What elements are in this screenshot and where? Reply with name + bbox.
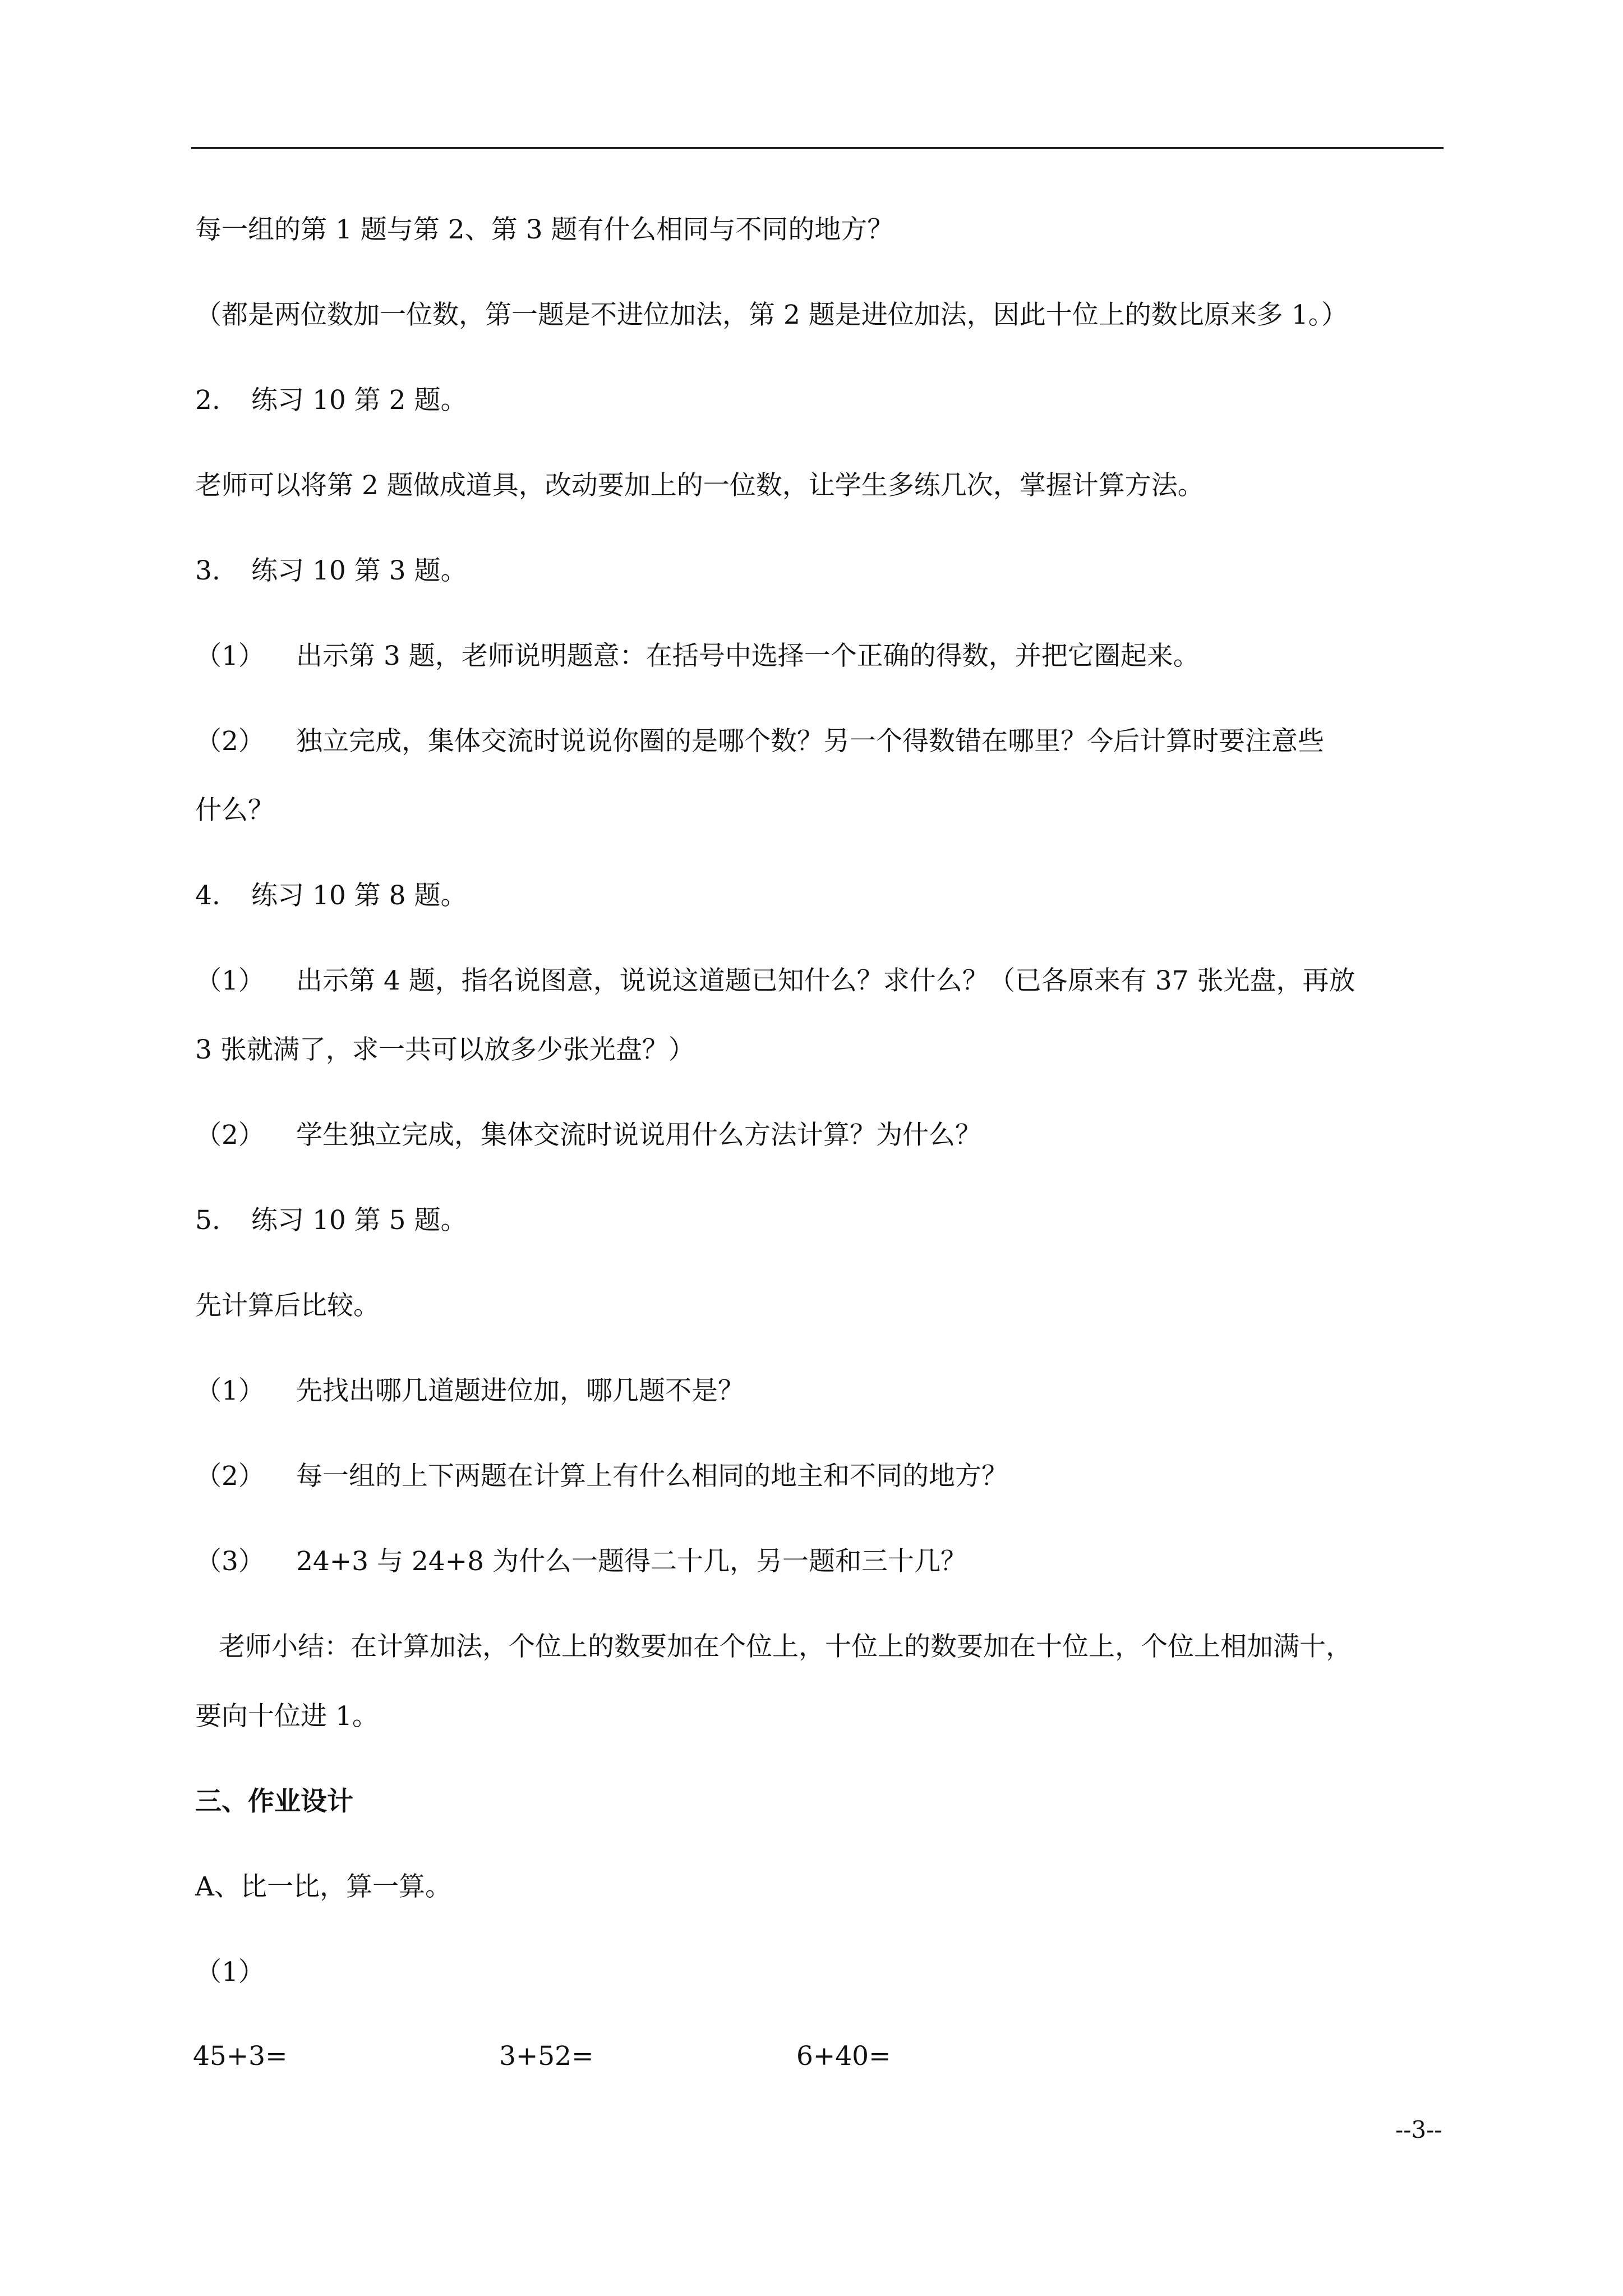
sub-item-number: （1） (195, 965, 265, 996)
exercise-expression: 6+40= (796, 2041, 891, 2072)
header-rule (191, 147, 1444, 149)
paragraph-teacher-summary: 老师小结：在计算加法，个位上的数要加在个位上，十位上的数要加在十位上，个位上相加满十， (219, 1631, 1352, 1662)
sub-item-number: （2） (195, 1120, 265, 1151)
sub-item-4-1-continued: 3 张就满了，求一共可以放多少张光盘？） (195, 1034, 695, 1065)
exercise-expression: 45+3= (193, 2041, 288, 2072)
list-item-3 (195, 554, 1446, 588)
sub-item-text: 出示第 4 题，指名说图意，说说这道题已知什么？求什么？（已各原来有 37 张光盘，再放 (296, 965, 1355, 996)
sub-item-text: 学生独立完成，集体交流时说说用什么方法计算？为什么？ (296, 1120, 981, 1151)
page-number: --3-- (1395, 2116, 1442, 2143)
list-item-text: 练习 10 第 3 题。 (251, 555, 467, 586)
sub-item-4-2 (195, 1119, 1446, 1152)
exercise-expression: 3+52= (499, 2041, 594, 2072)
list-item-text: 练习 10 第 2 题。 (251, 385, 467, 416)
sub-item-3-2 (195, 725, 1446, 758)
list-item-number: 5. (195, 1205, 220, 1236)
sub-item-5-2 (195, 1460, 1446, 1493)
section-title: 三、作业设计 (195, 1786, 353, 1817)
sub-item-text: 先找出哪几道题进位加，哪几题不是？ (296, 1375, 744, 1406)
list-item-number: 3. (195, 555, 220, 586)
sub-item-number: （1） (195, 1375, 265, 1406)
sub-item-text: 每一组的上下两题在计算上有什么相同的地主和不同的地方？ (296, 1461, 1008, 1492)
sub-item-text: 独立完成，集体交流时说说你圈的是哪个数？另一个得数错在哪里？今后计算时要注意些 (296, 726, 1324, 757)
sub-item-number: （3） (195, 1546, 265, 1577)
paragraph-compute-compare: 先计算后比较。 (195, 1290, 380, 1321)
list-item-text: 练习 10 第 8 题。 (251, 880, 467, 911)
list-item-5 (195, 1204, 1446, 1237)
list-item-number: 4. (195, 880, 220, 911)
sub-item-3-2-continued: 什么？ (195, 795, 274, 826)
sub-item-number: （2） (195, 1461, 265, 1492)
sub-item-text: 出示第 3 题，老师说明题意：在括号中选择一个正确的得数，并把它圈起来。 (296, 641, 1200, 671)
sub-item-3-1 (195, 639, 1446, 673)
list-item-4 (195, 879, 1446, 913)
paragraph-exercise-a-1: （1） (195, 1957, 265, 1987)
sub-item-5-1 (195, 1374, 1446, 1408)
sub-item-text: 24+3 与 24+8 为什么一题得二十几，另一题和三十几？ (296, 1546, 967, 1577)
paragraph-question-compare: 每一组的第 1 题与第 2、第 3 题有什么相同与不同的地方？ (195, 214, 894, 245)
sub-item-4-1 (195, 964, 1446, 998)
sub-item-number: （1） (195, 641, 265, 671)
paragraph-exercise-a: A、比一比，算一算。 (195, 1871, 451, 1902)
paragraph-answer-note: （都是两位数加一位数，第一题是不进位加法，第 2 题是进位加法，因此十位上的数比原来多 1。） (195, 300, 1348, 330)
sub-item-number: （2） (195, 726, 265, 757)
list-item-2 (195, 384, 1446, 417)
list-item-number: 2. (195, 385, 220, 416)
sub-item-5-3 (195, 1545, 1446, 1579)
list-item-text: 练习 10 第 5 题。 (251, 1205, 467, 1236)
paragraph-teacher-summary-continued: 要向十位进 1。 (195, 1701, 379, 1732)
paragraph-teacher-prop: 老师可以将第 2 题做成道具，改动要加上的一位数，让学生多练几次，掌握计算方法。 (195, 470, 1204, 501)
